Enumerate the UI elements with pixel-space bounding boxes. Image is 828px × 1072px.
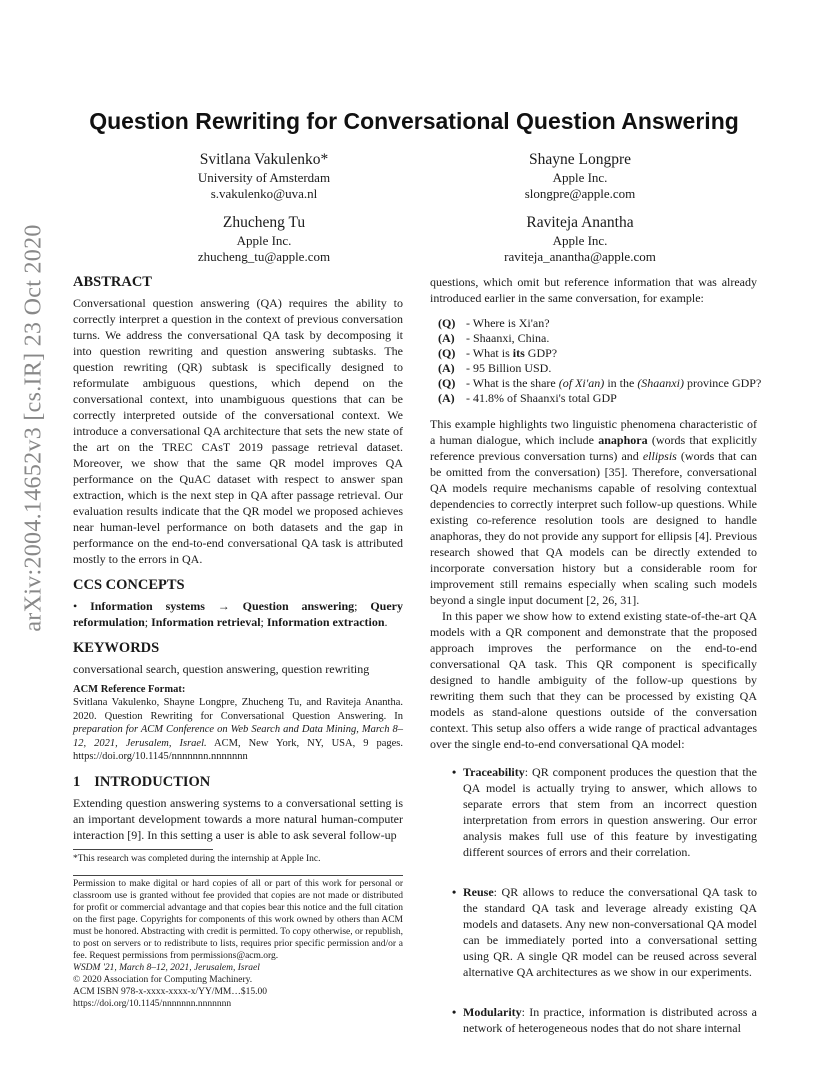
example-turn: (Q) - Where is Xi'an? bbox=[438, 316, 550, 330]
example-turn: (A) - 95 Billion USD. bbox=[438, 361, 552, 375]
author-affiliation: University of Amsterdam bbox=[197, 170, 331, 185]
abstract-heading: ABSTRACT bbox=[73, 274, 152, 290]
introduction-paragraph-3: In this paper we show how to extend existing state-of-the-art QA models with a QR component and demonstrate that the proposed approach improves the performance on the end-to-end conversational QA task. This QR component is specifically designed to handle ambiguity of the follow-up questions by rewriting them such that they can be processed by existing QA models as stand-alone questions outside of the conversation context. This setup also offers a wide range of practical advantages over the single end-to-end conversational QA model: bbox=[430, 609, 757, 751]
author-name: Zhucheng Tu bbox=[222, 214, 306, 231]
copyright-line: © 2020 Association for Computing Machinery. bbox=[73, 974, 253, 985]
doi-line: https://doi.org/10.1145/nnnnnnn.nnnnnnn bbox=[73, 998, 232, 1009]
author-name: Raviteja Anantha bbox=[526, 214, 634, 231]
ccs-heading: CCS CONCEPTS bbox=[73, 577, 185, 593]
arxiv-side-stamp bbox=[0, 0, 60, 1072]
abstract-text: Conversational question answering (QA) requires the ability to correctly interpret a question in the context of previous conversation turns. We address the conversational QA task by decomposing it into question rewriting and question answering subtasks. The question rewriting (QR) subtask is specifically designed to reformulate ambiguous questions, which depend on the conversational context, into unambiguous questions that can be correctly interpreted outside of the conversational context. We introduce a conversational QA architecture that sets the new state of the art on the TREC CAsT 2019 passage retrieval dataset. Moreover, we show that the same QR model improves QA performance on the QuAC dataset with respect to answer span extraction, which is the next step in QA after passage retrieval. Our evaluation results indicate that the QR model we proposed achieves near human-level performance on both datasets and the gap in performance on the end-to-end conversational QA task is attributed mostly to the errors in QA. bbox=[73, 296, 403, 566]
bullet-icon: • bbox=[452, 1005, 457, 1019]
author-affiliation: Apple Inc. bbox=[552, 170, 608, 185]
permission-notice: Permission to make digital or hard copies of all or part of this work for personal or classroom use is granted without fee provided that copies are not made or distributed for profit or commercial advantage and that copies bear this notice and the full citation on the first page. Copyrights for components of this work owned by others than ACM must be honored. Abstracting with credit is permitted. To copy otherwise, or republish, to post on servers or to redistribute to lists, requires prior specific permission and/or a fee. Request permissions from permissions@acm.org. bbox=[73, 878, 404, 961]
right-column bbox=[430, 274, 762, 1036]
isbn-line: ACM ISBN 978-x-xxxx-xxxx-x/YY/MM…$15.00 bbox=[73, 986, 267, 997]
example-turn: (Q) - What is its GDP? bbox=[438, 346, 558, 360]
ccs-concepts: • Information systems → Question answering; Query reformulation; Information retrieval; Information extraction. bbox=[73, 599, 404, 629]
example-dialogue bbox=[438, 316, 762, 406]
bullet-item: • Reuse: QR allows to reduce the conversational QA task to the standard QA task and leverage already existing QA models and datasets. Any new non-conversational QA model can be immediately ported into a conversational setting using QR. A single QR model can be reused across several alternative QA architectures as we show in our experiments. bbox=[452, 885, 757, 979]
left-column bbox=[73, 274, 403, 1010]
introduction-heading: 1 INTRODUCTION bbox=[73, 773, 211, 790]
example-turn: (A) - 41.8% of Shaanxi's total GDP bbox=[438, 391, 617, 405]
author-block bbox=[114, 152, 414, 202]
example-turn: (A) - Shaanxi, China. bbox=[438, 331, 550, 345]
author-email: s.vakulenko@uva.nl bbox=[210, 186, 318, 201]
bullet-item: • Traceability: QR component produces the question that the QA model is actually trying to answer, which allows to separate errors that stem from an incorrect question interpretation from errors in question answering. Our error analysis makes full use of this feature by investigating different sources of errors and their correlation. bbox=[452, 765, 757, 859]
permission-rule bbox=[73, 875, 403, 876]
bullet-icon: • bbox=[452, 885, 457, 899]
author-affiliation: Apple Inc. bbox=[552, 233, 608, 248]
author-affiliation: Apple Inc. bbox=[236, 233, 292, 248]
acm-reference-heading: ACM Reference Format: bbox=[73, 684, 186, 695]
keywords-heading: KEYWORDS bbox=[73, 640, 160, 656]
author-block bbox=[430, 215, 730, 265]
introduction-paragraph: Extending question answering systems to a conversational setting is an important development towards a more natural human-computer interaction [9]. In this setting a user is able to ask several follow-up bbox=[73, 795, 403, 842]
introduction-paragraph-cont: questions, which omit but reference information that was already introduced earlier in the same conversation, for example: bbox=[430, 275, 757, 305]
author-email: zhucheng_tu@apple.com bbox=[197, 249, 331, 264]
author-block bbox=[114, 215, 414, 265]
author-name: Shayne Longpre bbox=[528, 151, 631, 168]
bullet-item: • Modularity: In practice, information is distributed across a network of heterogeneous nodes that do not share internal bbox=[452, 1005, 757, 1035]
keywords-text: conversational search, question answering, question rewriting bbox=[73, 662, 370, 676]
footnote-rule bbox=[73, 849, 213, 850]
paper-title: Question Rewriting for Conversational Question Answering bbox=[89, 108, 739, 134]
bullet-icon: • bbox=[452, 765, 457, 779]
acm-reference-text: Svitlana Vakulenko, Shayne Longpre, Zhucheng Tu, and Raviteja Anantha. 2020. Question Rewriting for Conversational Question Answering. In preparation for ACM Conference on Web Search and Data Mining, March 8–12, 2021, Jerusalem, Israel. ACM, New York, NY, USA, 9 pages. https://doi.org/10.1145/nnnnnnn.nnnnnnn bbox=[73, 697, 403, 762]
footnote: *This research was completed during the internship at Apple Inc. bbox=[73, 853, 321, 864]
introduction-paragraph-2: This example highlights two linguistic phenomena characteristic of a human dialogue, which include anaphora (words that explicitly reference previous conversation turns) and ellipsis (words that can be omitted from the conversation) [35]. Therefore, conversational QA models require mechanisms capable of resolving contextual dependencies to correctly interpret such follow-up questions. While existing co-reference resolution tools are designed to handle anaphoras, they do not provide any support for ellipsis [4]. Previous research showed that QA models can be directly extended to incorporate conversation history but a considerable room for improvement still remains especially when scaling such models beyond a single input document [2, 26, 31]. bbox=[430, 417, 757, 607]
conference-line: WSDM '21, March 8–12, 2021, Jerusalem, Israel bbox=[73, 962, 260, 973]
arxiv-identifier: arXiv:2004.14652v3 [cs.IR] 23 Oct 2020 bbox=[20, 224, 47, 632]
author-block bbox=[430, 152, 730, 202]
author-name: Svitlana Vakulenko* bbox=[199, 151, 329, 168]
example-turn: (Q) - What is the share (of Xi'an) in the (Shaanxi) province GDP? bbox=[438, 376, 762, 390]
author-email: slongpre@apple.com bbox=[524, 186, 636, 201]
author-email: raviteja_anantha@apple.com bbox=[504, 249, 656, 264]
